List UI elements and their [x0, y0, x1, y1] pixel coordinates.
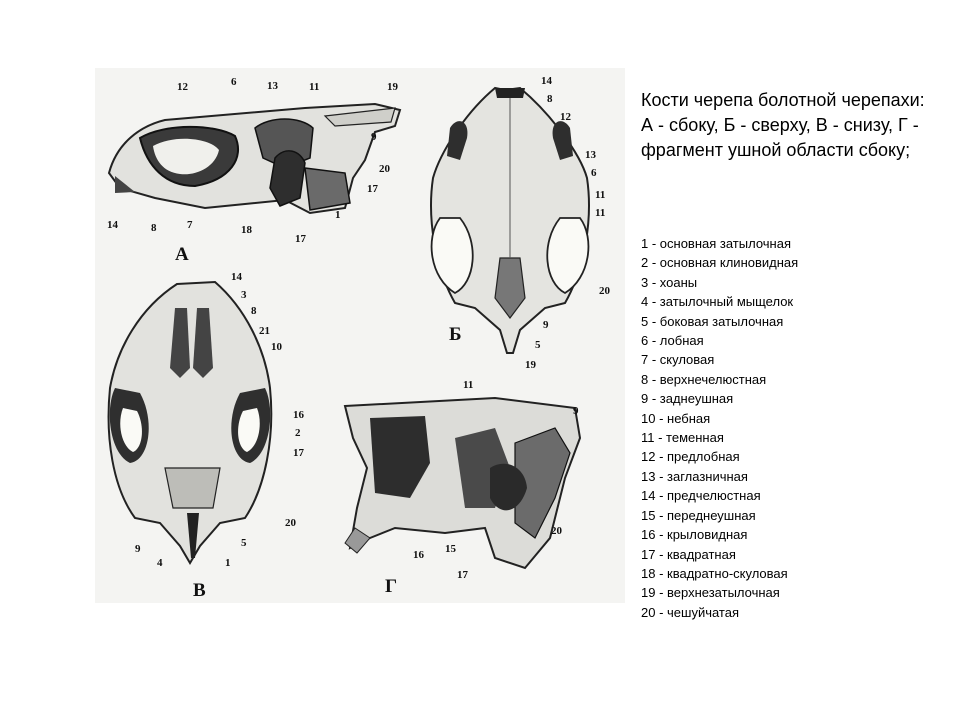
panel-g-title: Г — [385, 576, 398, 597]
legend-item: 3 - хоаны — [641, 274, 698, 290]
label-g-16: 16 — [413, 549, 424, 561]
panel-b-title: Б — [449, 324, 462, 345]
label-b-8: 8 — [547, 93, 553, 105]
label-b-14: 14 — [541, 75, 552, 87]
label-v-14: 14 — [231, 271, 242, 283]
label-a-11: 11 — [309, 81, 320, 93]
panel-a-title: А — [175, 244, 189, 265]
label-a-19: 19 — [387, 81, 398, 93]
legend-item: 11 - теменная — [641, 430, 724, 446]
label-g-11: 11 — [463, 379, 474, 391]
panel-v-title: В — [193, 580, 206, 601]
legend-item: 1 - основная затылочная — [641, 236, 791, 251]
skull-figure — [95, 68, 625, 603]
legend-item: 5 - боковая затылочная — [641, 313, 784, 329]
label-a-20: 20 — [379, 163, 390, 175]
label-a-13: 13 — [267, 80, 278, 92]
legend-item: 13 - заглазничная — [641, 468, 748, 484]
figure-caption: Кости черепа болотной черепахи: А - сбоку, Б - сверху, В - снизу, Г - фрагмент ушной области сбоку; — [641, 90, 925, 160]
label-a-1: 1 — [335, 209, 341, 221]
legend-item: 17 - квадратная — [641, 546, 736, 562]
label-a-17-bottom: 17 — [295, 233, 306, 245]
label-v-3: 3 — [241, 289, 247, 301]
label-v-17: 17 — [293, 447, 304, 459]
label-b-11-a: 11 — [595, 189, 606, 201]
legend-item: 9 - заднеушная — [641, 391, 734, 407]
label-v-10: 10 — [271, 341, 282, 353]
legend-item: 8 - верхнечелюстная — [641, 371, 767, 387]
label-b-12: 12 — [560, 111, 571, 123]
label-a-6: 6 — [231, 76, 237, 88]
legend-item: 7 - скуловая — [641, 352, 715, 368]
label-a-12: 12 — [177, 81, 188, 93]
label-g-15: 15 — [445, 543, 456, 555]
legend-item: 12 - предлобная — [641, 449, 740, 465]
label-b-5: 5 — [535, 339, 541, 351]
label-b-13: 13 — [585, 149, 596, 161]
label-b-19: 19 — [525, 359, 536, 371]
label-v-9: 9 — [135, 543, 141, 555]
label-b-6: 6 — [591, 167, 597, 179]
label-a-7: 7 — [187, 219, 193, 231]
label-v-1: 1 — [225, 557, 231, 569]
label-v-2: 2 — [295, 427, 301, 439]
legend-item: 15 - переднеушная — [641, 507, 756, 523]
label-b-9: 9 — [543, 319, 549, 331]
label-a-8: 8 — [151, 222, 157, 234]
legend-item: 6 - лобная — [641, 333, 704, 349]
legend-item: 4 - затылочный мыщелок — [641, 294, 794, 310]
legend-item: 16 - крыловидная — [641, 527, 748, 543]
label-v-5: 5 — [241, 537, 247, 549]
label-g-9: 9 — [573, 405, 579, 417]
legend-item: 19 - верхнезатылочная — [641, 585, 780, 601]
label-v-20: 20 — [285, 517, 296, 529]
label-v-21: 21 — [259, 325, 270, 337]
label-a-14: 14 — [107, 219, 118, 231]
bone-legend — [641, 234, 941, 622]
label-v-8: 8 — [251, 305, 257, 317]
legend-item: 2 - основная клиновидная — [641, 255, 799, 271]
label-v-16: 16 — [293, 409, 304, 421]
label-a-9: 9 — [371, 131, 377, 143]
label-v-4: 4 — [157, 557, 163, 569]
legend-item: 20 - чешуйчатая — [641, 604, 740, 620]
legend-item: 18 - квадратно-скуловая — [641, 565, 788, 581]
legend-item: 10 - небная — [641, 410, 711, 426]
label-b-20: 20 — [599, 285, 610, 297]
legend-item: 14 - предчелюстная — [641, 488, 761, 504]
label-a-18: 18 — [241, 224, 252, 236]
label-g-20: 20 — [551, 525, 562, 537]
label-a-17-top: 17 — [367, 183, 378, 195]
label-b-11-b: 11 — [595, 207, 606, 219]
label-g-17: 17 — [457, 569, 468, 581]
